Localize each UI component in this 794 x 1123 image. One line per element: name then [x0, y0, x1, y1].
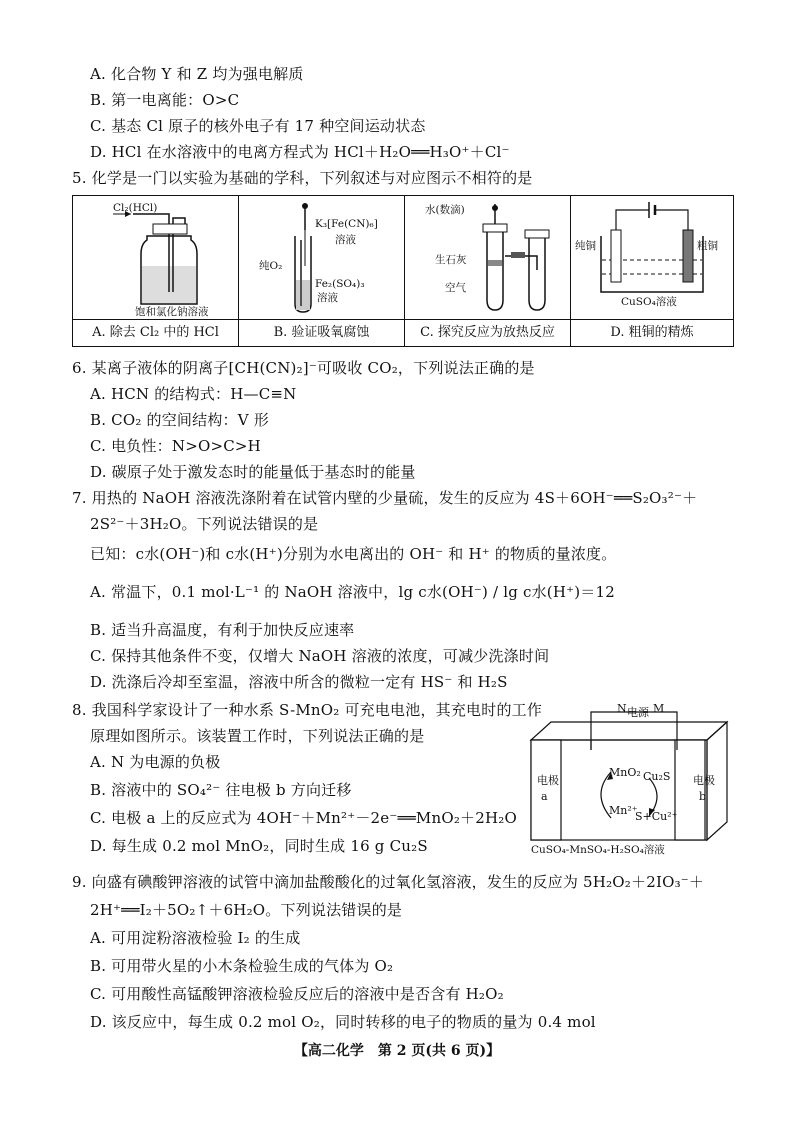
label-crude-copper: 粗铜 — [697, 240, 718, 252]
label-air: 空气 — [445, 282, 466, 294]
figure-a-caption: A. 除去 Cl₂ 中的 HCl — [73, 319, 238, 346]
q4-option-c: C. 基态 Cl 原子的核外电子有 17 种空间运动状态 — [90, 117, 426, 135]
q7-given: 已知：c水(OH⁻)和 c水(H⁺)分别为水电离出的 OH⁻ 和 H⁺ 的物质的量浓度。 — [90, 545, 617, 563]
label-cl2-hcl: Cl₂(HCl) — [113, 202, 158, 214]
label-pure-o2: 纯O₂ — [259, 260, 283, 272]
label-quicklime: 生石灰 — [435, 254, 467, 266]
q9-option-b: B. 可用带火星的小木条检验生成的气体为 O₂ — [90, 957, 394, 975]
label-m: M — [653, 702, 665, 715]
label-mn2plus: Mn²⁺ — [609, 804, 638, 817]
q7-option-a: A. 常温下，0.1 mol·L⁻¹ 的 NaOH 溶液中，lg c水(OH⁻) / lg c水(H⁺)＝12 — [90, 583, 615, 601]
q6-option-d: D. 碳原子处于激发态时的能量低于基态时的能量 — [90, 463, 416, 481]
q6-option-a: A. HCN 的结构式：H—C≡N — [90, 385, 297, 403]
q7-option-d: D. 洗涤后冷却至室温，溶液中所含的微粒一定有 HS⁻ 和 H₂S — [90, 673, 508, 691]
label-electrode-a-2: a — [541, 790, 548, 803]
page-footer: 【高二化学 第 2 页(共 6 页)】 — [293, 1043, 501, 1059]
q8-option-d: D. 每生成 0.2 mol MnO₂，同时生成 16 g Cu₂S — [90, 837, 428, 855]
label-electrode-b-1: 电极 — [693, 774, 715, 787]
q8-option-b: B. 溶液中的 SO₄²⁻ 往电极 b 方向迁移 — [90, 781, 352, 799]
q4-option-b: B. 第一电离能：O>C — [90, 91, 240, 109]
label-k3fecn6: K₃[Fe(CN)₆] — [315, 218, 378, 230]
label-solution-1: 溶液 — [335, 234, 356, 246]
q9-option-c: C. 可用酸性高锰酸钾溶液检验反应后的溶液中是否含有 H₂O₂ — [90, 985, 504, 1003]
q5-stem: 5. 化学是一门以实验为基础的学科，下列叙述与对应图示不相符的是 — [72, 169, 533, 187]
figure-d — [571, 196, 733, 346]
label-pure-copper: 纯铜 — [575, 240, 596, 252]
label-electrolyte: CuSO₄-MnSO₄-H₂SO₄溶液 — [531, 844, 665, 856]
figure-a — [73, 196, 239, 346]
q6-option-c: C. 电负性：N>O>C>H — [90, 437, 261, 455]
gas-washing-bottle-diagram — [73, 196, 238, 320]
label-s-cu2plus: S+Cu²⁺ — [635, 810, 678, 823]
label-saturated-nacl: 饱和氯化钠溶液 — [135, 306, 209, 318]
q6-stem: 6. 某离子液体的阴离子[CH(CN)₂]⁻可吸收 CO₂，下列说法正确的是 — [72, 359, 535, 377]
figure-c — [405, 196, 571, 346]
figure-c-caption: C. 探究反应为放热反应 — [405, 319, 570, 346]
q5-figure-table — [72, 195, 734, 347]
q8-stem-2: 原理如图所示。该装置工作时，下列说法正确的是 — [90, 727, 425, 745]
label-mno2: MnO₂ — [609, 766, 641, 779]
q6-option-b: B. CO₂ 的空间结构：V 形 — [90, 411, 269, 429]
q9-stem-2: 2H⁺══I₂＋5O₂↑＋6H₂O。下列说法错误的是 — [90, 901, 403, 919]
label-fe2so43: Fe₂(SO₄)₃ — [315, 278, 365, 290]
q9-option-d: D. 该反应中，每生成 0.2 mol O₂，同时转移的电子的物质的量为 0.4 mol — [90, 1013, 596, 1031]
q8-stem-1: 8. 我国科学家设计了一种水系 S-MnO₂ 可充电电池，其充电时的工作 — [72, 701, 543, 719]
label-solution-2: 溶液 — [317, 292, 338, 304]
q7-stem-2: 2S²⁻＋3H₂O。下列说法错误的是 — [90, 515, 319, 533]
q7-option-b: B. 适当升高温度，有利于加快反应速率 — [90, 621, 355, 639]
q9-option-a: A. 可用淀粉溶液检验 I₂ 的生成 — [90, 929, 301, 947]
q8-option-c: C. 电极 a 上的反应式为 4OH⁻＋Mn²⁺－2e⁻══MnO₂＋2H₂O — [90, 809, 517, 827]
q8-option-a: A. N 为电源的负极 — [90, 753, 221, 771]
label-power-source: 电源 — [627, 706, 649, 719]
label-electrode-b-2: b — [699, 790, 707, 803]
figure-b — [239, 196, 405, 346]
q7-stem-1: 7. 用热的 NaOH 溶液洗涤附着在试管内壁的少量硫，发生的反应为 4S＋6OH⁻══S₂O₃²⁻＋ — [72, 489, 698, 507]
label-cu2s: Cu₂S — [643, 770, 671, 783]
label-water-drops: 水(数滴) — [425, 204, 465, 216]
label-n: N — [617, 702, 627, 715]
q9-stem-1: 9. 向盛有碘酸钾溶液的试管中滴加盐酸酸化的过氧化氢溶液，发生的反应为 5H₂O₂＋2IO₃⁻＋ — [72, 873, 705, 891]
label-cuso4-solution: CuSO₄溶液 — [621, 296, 677, 308]
figure-d-caption: D. 粗铜的精炼 — [571, 319, 733, 346]
q4-option-d: D. HCl 在水溶液中的电离方程式为 HCl＋H₂O══H₃O⁺＋Cl⁻ — [90, 143, 510, 161]
q7-option-c: C. 保持其他条件不变，仅增大 NaOH 溶液的浓度，可减少洗涤时间 — [90, 647, 550, 665]
q4-option-a: A. 化合物 Y 和 Z 均为强电解质 — [90, 65, 304, 83]
battery-diagram — [527, 700, 732, 860]
figure-b-caption: B. 验证吸氧腐蚀 — [239, 319, 404, 346]
label-electrode-a-1: 电极 — [537, 774, 559, 787]
